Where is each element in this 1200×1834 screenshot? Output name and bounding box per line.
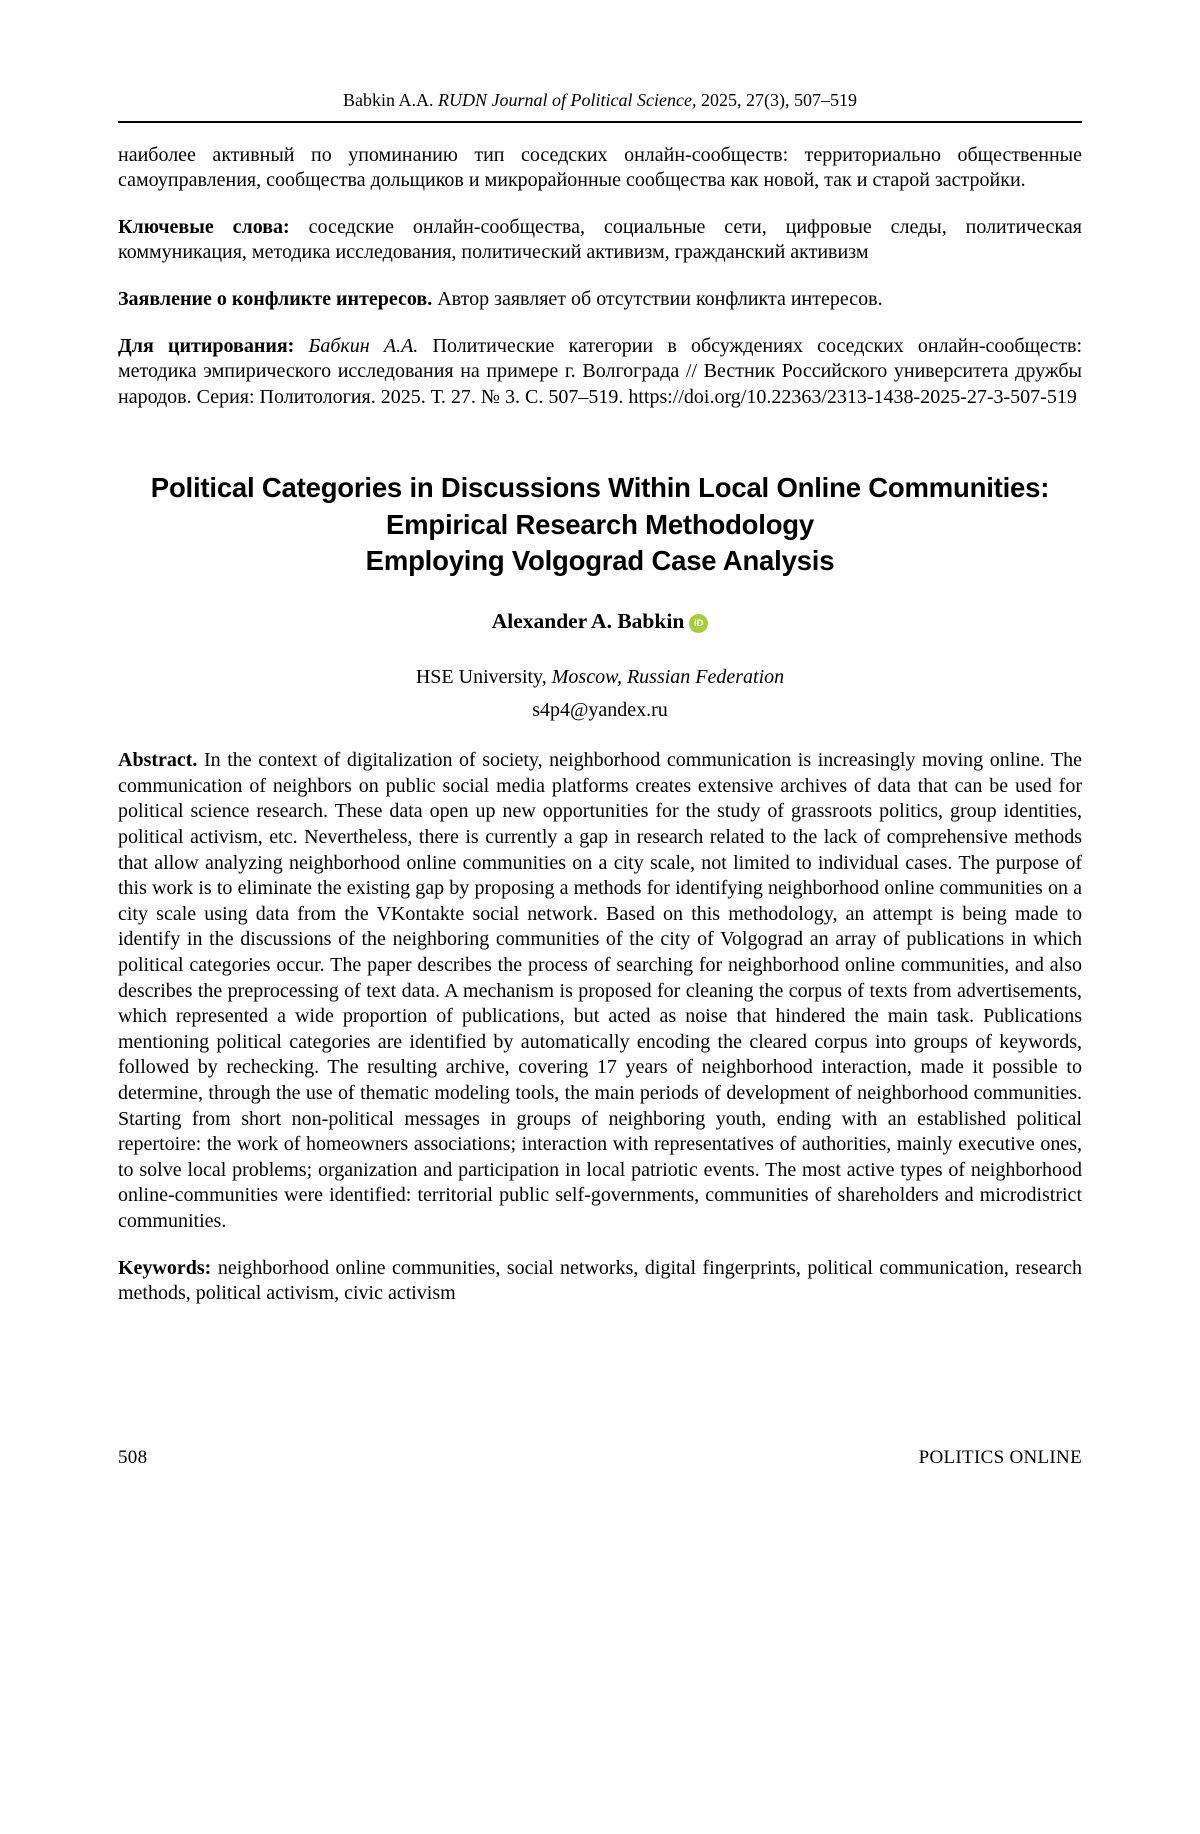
abstract-paragraph — [118, 748, 1082, 1234]
russian-keywords-paragraph — [118, 215, 1082, 266]
abstract-text: In the context of digitalization of society, neighborhood communication is increasingly moving online. The communication of neighbors on public social media platforms creates extensive archives of data that can be used for political science research. These data open up new opportunities for the study of grassroots politics, group identities, political activism, etc. Nevertheless, there is currently a gap in research related to the lack of comprehensive methods that allow analyzing neighborhood online communities on a city scale, not limited to individual cases. The purpose of this work is to eliminate the existing gap by proposing a methods for identifying neighborhood online communities on a city scale using data from the VKontakte social network. Based on this methodology, an attempt is being made to identify in the discussions of the neighboring communities of the city of Volgograd an array of publications in which political categories occur. The paper describes the process of searching for neighborhood online communities, and also describes the preprocessing of text data. A mechanism is proposed for cleaning the corpus of texts from advertisements, which represented a wide proportion of publications, but acted as noise that hindered the main task. Publications mentioning political categories are identified by automatically encoding the cleared corpus into groups of keywords, followed by rechecking. The resulting archive, covering 17 years of neighborhood interaction, made it possible to determine, through the use of thematic modeling tools, the main periods of development of neighborhood communities. Starting from short non-political messages in groups of neighboring youth, ending with an established political repertoire: the work of homeowners associations; interaction with representatives of authorities, mainly executive ones, to solve local problems; organization and participation in local patriotic events. The most active types of neighborhood online-communities were identified: territorial public self-governments, communities of shareholders and microdistrict communities. — [118, 749, 1083, 1232]
conflict-of-interest-label: Заявление о конфликте интересов. — [118, 287, 433, 310]
author-line — [118, 609, 1082, 634]
russian-keywords-text: соседские онлайн-сообщества, социальные сети, цифровые следы, политическая коммуникация, методика исследования, политический активизм, гражданский активизм — [118, 215, 1082, 264]
conflict-of-interest-text: Автор заявляет об отсутствии конфликта интересов. — [437, 287, 883, 310]
affiliation-university: HSE University, — [415, 666, 547, 689]
english-keywords-text: neighborhood online communities, social networks, digital fingerprints, political communication, research methods, political activism, civic activism — [118, 1256, 1082, 1305]
header-issue-info: 2025, 27(3), 507–519 — [700, 90, 857, 110]
article-title-line-3: Employing Volgograd Case Analysis — [365, 544, 835, 576]
page-number: 508 — [118, 1447, 148, 1468]
author-email: s4p4@yandex.ru — [532, 699, 668, 722]
abstract-label: Abstract. — [118, 749, 198, 772]
header-journal-title: RUDN Journal of Political Science, — [438, 90, 697, 110]
affiliation-location: Moscow, Russian Federation — [551, 666, 785, 689]
english-keywords-label: Keywords: — [118, 1256, 212, 1279]
running-header — [118, 90, 1082, 112]
article-title-line-2: Empirical Research Methodology — [386, 508, 814, 540]
page-footer — [118, 1447, 1082, 1469]
affiliation — [118, 666, 1082, 689]
header-author: Babkin A.A. — [343, 90, 434, 110]
orcid-icon[interactable]: iD — [689, 614, 708, 633]
russian-continuation-text: наиболее активный по упоминанию тип соседских онлайн-сообществ: территориально общественные самоуправления, сообщества дольщиков и микрорайонные сообщества как новой, так и старой застройки. — [118, 143, 1082, 192]
article-title-line-1: Political Categories in Discussions Within Local Online Communities: — [150, 472, 1050, 504]
citation-body-text: Политические категории в обсуждениях соседских онлайн-сообществ: методика эмпирического исследования на примере г. Волгограда // Вестник Российского университета дружбы народов. Серия: Политология. 2025. Т. 27. № 3. С. 507–519. — [118, 334, 1083, 408]
russian-keywords-label: Ключевые слова: — [118, 215, 290, 238]
citation-label: Для цитирования: — [118, 334, 295, 357]
english-keywords-paragraph — [118, 1256, 1082, 1307]
doi-link[interactable]: https://doi.org/10.22363/2313-1438-2025-27-3-507-519 — [628, 385, 1077, 408]
conflict-of-interest-paragraph — [118, 287, 1082, 313]
header-rule — [118, 121, 1082, 123]
author-name: Alexander A. Babkin — [491, 609, 685, 634]
running-section-title: POLITICS ONLINE — [918, 1447, 1082, 1468]
russian-continuation-paragraph — [118, 143, 1082, 194]
citation-paragraph — [118, 334, 1082, 411]
article-title — [118, 470, 1082, 579]
citation-author: Бабкин А.А. — [308, 334, 419, 357]
